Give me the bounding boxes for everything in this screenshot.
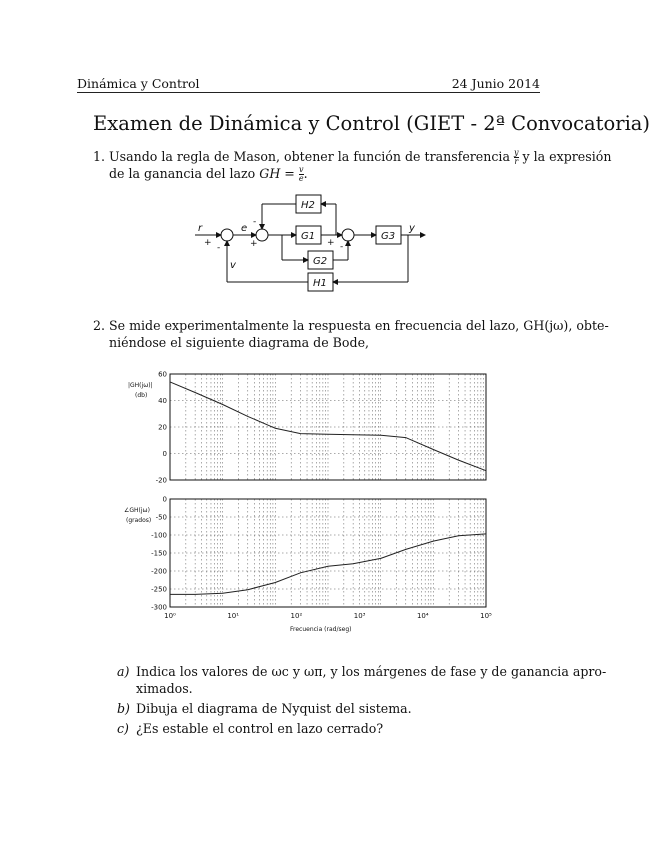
mag-ytick-label: -20 bbox=[155, 476, 167, 485]
label-g3: G3 bbox=[381, 231, 396, 242]
x-tick-label: 10⁰ bbox=[164, 612, 176, 620]
mag-ytick-label: 60 bbox=[158, 370, 167, 379]
phase-ylabel-2: (grados) bbox=[126, 517, 152, 524]
signal-v: v bbox=[230, 260, 236, 271]
mag-ylabel-1: |GH(jω)| bbox=[128, 382, 153, 389]
phase-ytick-label: -300 bbox=[151, 603, 167, 612]
signal-y: y bbox=[409, 223, 415, 234]
q1-line2 bbox=[109, 165, 308, 183]
qa-line2: ximados. bbox=[136, 681, 193, 696]
qb-line1: Dibuja el diagrama de Nyquist del sistema. bbox=[136, 701, 412, 716]
summing-junction-2 bbox=[256, 229, 268, 241]
phase-tick-labels bbox=[151, 496, 167, 612]
q1-text-a: Usando la regla de Mason, obtener la función de transferencia bbox=[109, 149, 510, 164]
magnitude-tick-labels bbox=[156, 371, 167, 485]
x-tick-label: 10⁵ bbox=[480, 612, 492, 620]
q1-fraction-y-r bbox=[514, 149, 519, 166]
phase-ylabel-1: ∠GH(jω) bbox=[124, 507, 150, 514]
x-tick-label: 10⁴ bbox=[416, 612, 429, 620]
sign-3: - bbox=[253, 217, 257, 227]
frac-num: v bbox=[298, 165, 304, 174]
sign-1: + bbox=[204, 238, 212, 248]
mag-ytick-label: 0 bbox=[162, 450, 167, 458]
summing-junction-1 bbox=[221, 229, 233, 241]
mag-ylabel-2: (db) bbox=[135, 392, 148, 399]
block-diagram bbox=[190, 188, 430, 298]
qa-line1: Indica los valores de ωc y ωπ, y los márgenes de fase y de ganancia apro- bbox=[136, 664, 607, 679]
magnitude-grid bbox=[170, 374, 486, 480]
phase-ytick-label: -100 bbox=[151, 531, 167, 540]
q1-text-b: y la expresión bbox=[522, 149, 612, 164]
q2-line2: niéndose el siguiente diagrama de Bode, bbox=[109, 335, 370, 350]
phase-ytick-label: -250 bbox=[151, 585, 167, 594]
phase-ytick-label: -200 bbox=[151, 567, 167, 576]
x-tick-label: 10¹ bbox=[227, 612, 240, 620]
q1-line1 bbox=[109, 148, 612, 166]
sign-5: + bbox=[327, 238, 335, 248]
frac-num: y bbox=[513, 148, 519, 157]
signal-e: e bbox=[241, 223, 248, 234]
mag-ytick-label: 40 bbox=[158, 397, 167, 405]
q1-end: . bbox=[303, 166, 308, 181]
q1-text-c: de la ganancia del lazo bbox=[109, 166, 256, 181]
qa-label: a) bbox=[117, 664, 130, 679]
q2-number: 2. bbox=[93, 318, 106, 333]
phase-grid bbox=[170, 499, 486, 607]
label-g1: G1 bbox=[301, 231, 316, 242]
phase-ytick-label: -150 bbox=[151, 549, 167, 558]
x-axis-label: Frecuencia (rad/seg) bbox=[290, 626, 352, 633]
sign-4: + bbox=[250, 239, 258, 249]
q2-line1: Se mide experimentalmente la respuesta en frecuencia del lazo, GH(jω), obte- bbox=[109, 318, 609, 333]
header-left: Dinámica y Control bbox=[77, 76, 200, 91]
qc-label: c) bbox=[117, 721, 129, 736]
x-tick-label: 10² bbox=[290, 612, 303, 620]
summing-junction-3 bbox=[342, 229, 354, 241]
sign-2: - bbox=[217, 243, 221, 253]
frac-den: e bbox=[298, 174, 304, 183]
exam-title: Examen de Dinámica y Control (GIET - 2ª Convocatoria) bbox=[93, 112, 651, 135]
phase-ytick-label: 0 bbox=[162, 495, 167, 504]
q1-number: 1. bbox=[93, 149, 106, 164]
bode-plot bbox=[110, 362, 520, 642]
header-right: 24 Junio 2014 bbox=[451, 76, 540, 91]
x-tick-labels bbox=[164, 612, 492, 620]
label-g2: G2 bbox=[313, 256, 328, 267]
q1-gh: GH = bbox=[259, 166, 295, 181]
qc-line1: ¿Es estable el control en lazo cerrado? bbox=[136, 721, 384, 736]
sign-6: - bbox=[340, 242, 344, 252]
header-rule bbox=[77, 92, 540, 93]
x-tick-label: 10³ bbox=[353, 612, 366, 620]
label-h2: H2 bbox=[301, 200, 315, 211]
signal-r: r bbox=[198, 223, 203, 234]
frac-den: r bbox=[514, 157, 519, 166]
qb-label: b) bbox=[117, 701, 130, 716]
phase-ytick-label: -50 bbox=[155, 513, 167, 522]
label-h1: H1 bbox=[313, 278, 327, 289]
mag-ytick-label: 20 bbox=[158, 423, 167, 432]
